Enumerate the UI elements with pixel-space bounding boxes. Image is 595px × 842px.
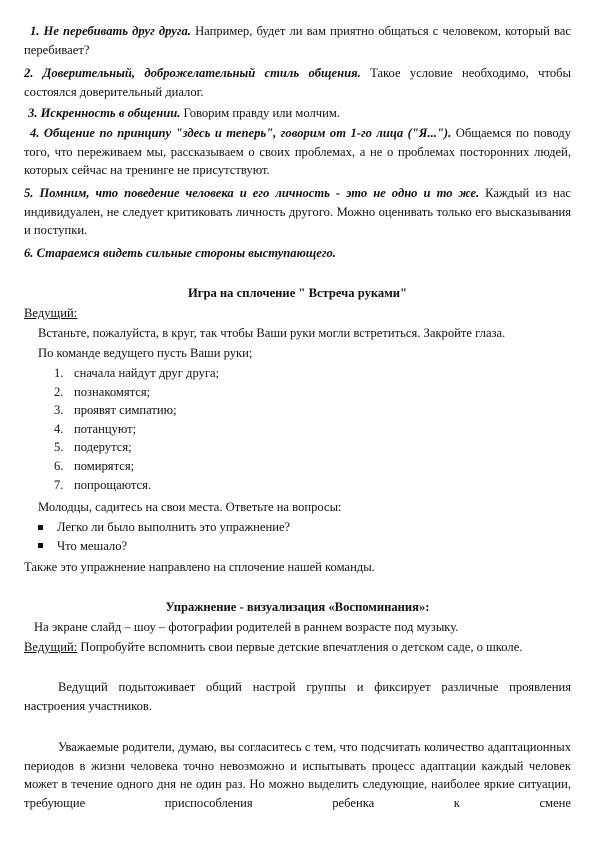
list-item — [54, 364, 354, 383]
game-steps-list — [54, 364, 354, 494]
list-item — [54, 438, 354, 457]
exercise-screen: На экране слайд – шоу – фотографии родителей в раннем возрасте под музыку. — [34, 620, 459, 634]
step-text: проявят симпатию; — [74, 403, 177, 418]
rule-4 — [24, 124, 571, 180]
rule-5 — [24, 184, 571, 240]
rule-3-title: 3. Искренность в общении. — [28, 106, 181, 120]
rule-3 — [24, 104, 571, 123]
leader-label: Ведущий: — [24, 306, 78, 320]
list-item — [54, 401, 354, 420]
exercise-leader — [24, 638, 571, 657]
step-number: 4. — [54, 421, 64, 436]
closing-paragraph: Уважаемые родители, думаю, вы согласитесь с тем, что подсчитать количество адаптационных периодов в жизни человека точно невозможно и испытывать процесс адаптации каждый человек может в течение одного дня не один раз. Но можно выделить следующие, наиболее яркие ситуации, требующие приспособления ребенка к смене — [24, 740, 571, 810]
game-after: Молодцы, садитесь на свои места. Ответьте на вопросы: — [38, 500, 342, 514]
rule-5-text: Каждый из нас индивидуален, не следует критиковать личность другого. Можно оценивать только его высказывания и поступки. — [24, 186, 572, 238]
leader-label: Ведущий: — [24, 640, 78, 654]
rule-6 — [24, 244, 571, 263]
game-leader-label — [24, 304, 571, 323]
game-intro-2: По команде ведущего пусть Ваши руки; — [38, 346, 253, 360]
rule-3-text: Говорим правду или молчим. — [180, 106, 340, 120]
rule-4-title: 4. Общение по принципу "здесь и теперь", говорим от 1-го лица ("Я..."). — [30, 126, 452, 140]
list-item — [54, 383, 354, 402]
step-number: 2. — [54, 384, 64, 399]
step-number: 3. — [54, 403, 64, 418]
rule-1 — [24, 22, 571, 59]
bullet-icon — [38, 525, 43, 530]
list-item — [54, 420, 354, 439]
game-intro-1: Встаньте, пожалуйста, в круг, так чтобы Ваши руки могли встретиться. Закройте глаза. — [38, 326, 506, 340]
question-text: Что мешало? — [57, 538, 128, 553]
rule-4-text: Общаемся по поводу того, что переживаем мы, рассказываем о своих проблемах, а не о проблемах посторонних людей, которых сейчас на тренинге не присутствуют. — [24, 126, 571, 178]
game-conclusion: Также это упражнение направлено на сплочение нашей команды. — [24, 560, 375, 574]
step-text: потанцуют; — [74, 421, 137, 436]
question-text: Легко ли было выполнить это упражнение? — [57, 520, 291, 534]
exercise-heading: Упражнение - визуализация «Воспоминания»: — [165, 600, 430, 614]
list-item — [38, 537, 438, 556]
bullet-icon — [38, 543, 43, 548]
game-heading: Игра на сплочение " Встреча руками" — [187, 286, 408, 300]
rule-2-text: Такое условие необходимо, чтобы состоялся доверительный диалог. — [24, 66, 571, 99]
rule-1-text: Например, будет ли вам приятно общаться с человеком, который вас перебивает? — [24, 24, 571, 57]
list-item — [54, 476, 354, 495]
step-text: помирятся; — [74, 458, 135, 473]
exercise-summary: Ведущий подытоживает общий настрой группы и фиксирует различные проявления настроения участников. — [24, 680, 571, 713]
step-number: 7. — [54, 477, 64, 492]
step-number: 1. — [54, 366, 64, 380]
rule-2 — [24, 64, 571, 101]
rule-2-title: 2. Доверительный, доброжелательный стиль общения. — [24, 66, 361, 80]
list-item — [38, 518, 438, 537]
exercise-leader-text: Попробуйте вспомнить свои первые детские впечатления о детском саде, о школе. — [77, 640, 523, 654]
step-text: сначала найдут друг друга; — [74, 366, 220, 380]
list-item — [54, 457, 354, 476]
step-number: 5. — [54, 440, 64, 455]
questions-list — [38, 518, 438, 555]
rule-5-title: 5. Помним, что поведение человека и его личность - это не одно и то же. — [24, 186, 480, 200]
rule-1-title: 1. Не перебивать друг друга. — [30, 24, 191, 38]
step-number: 6. — [54, 458, 64, 473]
step-text: познакомятся; — [74, 384, 151, 399]
step-text: попрощаются. — [74, 477, 152, 492]
rule-6-title: 6. Стараемся видеть сильные стороны выступающего. — [24, 246, 336, 260]
step-text: подерутся; — [74, 440, 132, 455]
